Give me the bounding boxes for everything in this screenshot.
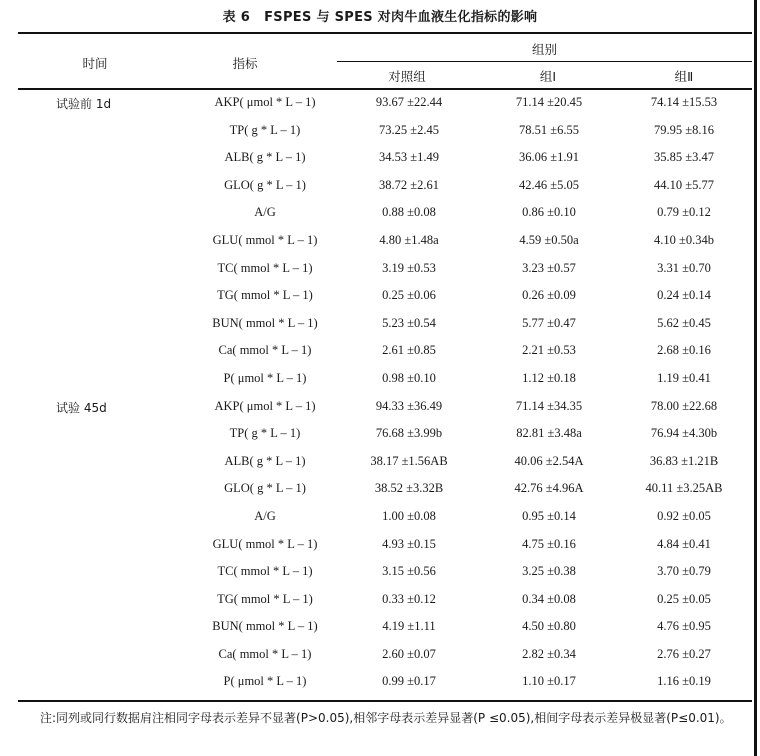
group-1-value-cell: 3.23 ±0.57 xyxy=(522,260,576,275)
header-group-2: 组Ⅱ xyxy=(674,69,694,84)
control-value-cell: 4.93 ±0.15 xyxy=(382,536,436,551)
control-value-cell: 1.00 ±0.08 xyxy=(382,508,436,523)
table-row xyxy=(18,558,752,586)
control-value-cell: 38.52 ±3.32B xyxy=(374,481,444,496)
group-2-value-cell: 1.19 ±0.41 xyxy=(657,370,711,385)
index-cell: GLU( mmol * L – 1) xyxy=(212,232,318,247)
group-2-value-cell: 0.92 ±0.05 xyxy=(657,508,711,523)
index-cell: A/G xyxy=(254,205,276,220)
index-cell: AKP( μmol * L – 1) xyxy=(214,398,316,413)
index-cell: BUN( mmol * L – 1) xyxy=(212,315,318,330)
header-time: 时间 xyxy=(82,56,108,71)
header-group: 组别 xyxy=(531,42,557,57)
index-cell: ALB( g * L – 1) xyxy=(224,453,306,468)
group-1-value-cell: 42.76 ±4.96A xyxy=(514,481,584,496)
table-row xyxy=(18,586,752,614)
group-2-value-cell: 2.76 ±0.27 xyxy=(657,646,711,661)
table-number: 表 6 xyxy=(222,10,251,25)
group-2-value-cell: 4.76 ±0.95 xyxy=(657,619,711,634)
control-value-cell: 2.60 ±0.07 xyxy=(382,646,436,661)
control-value-cell: 94.33 ±36.49 xyxy=(375,398,443,413)
control-value-cell: 38.72 ±2.61 xyxy=(379,177,439,192)
control-value-cell: 3.15 ±0.56 xyxy=(382,564,436,579)
group-2-value-cell: 2.68 ±0.16 xyxy=(657,343,711,358)
index-cell: BUN( mmol * L – 1) xyxy=(212,619,318,634)
table-row xyxy=(18,199,752,227)
index-cell: TP( g * L – 1) xyxy=(229,122,301,137)
table-row xyxy=(18,337,752,365)
table-row xyxy=(18,668,752,696)
table-row xyxy=(18,448,752,476)
group-2-value-cell: 35.85 ±3.47 xyxy=(654,150,714,165)
index-cell: TC( mmol * L – 1) xyxy=(217,260,313,275)
header-group-1: 组Ⅰ xyxy=(539,69,557,84)
table-row xyxy=(18,310,752,338)
time-cell: 试验 45d xyxy=(56,400,107,415)
index-cell: GLU( mmol * L – 1) xyxy=(212,536,318,551)
group-1-value-cell: 36.06 ±1.91 xyxy=(519,150,579,165)
table-row xyxy=(18,227,752,255)
table-row xyxy=(18,172,752,200)
table-row xyxy=(18,365,752,393)
group-1-value-cell: 4.59 ±0.50a xyxy=(519,232,579,247)
group-1-value-cell: 5.77 ±0.47 xyxy=(522,315,576,330)
group-2-value-cell: 76.94 ±4.30b xyxy=(650,426,718,441)
control-value-cell: 93.67 ±22.44 xyxy=(375,95,443,109)
group-1-value-cell: 0.34 ±0.08 xyxy=(522,591,576,606)
table-caption xyxy=(0,6,760,25)
group-1-value-cell: 3.25 ±0.38 xyxy=(522,564,576,579)
group-1-value-cell: 71.14 ±20.45 xyxy=(515,95,583,109)
table-row xyxy=(18,420,752,448)
group-2-value-cell: 40.11 ±3.25AB xyxy=(645,481,723,496)
control-value-cell: 0.33 ±0.12 xyxy=(382,591,436,606)
control-value-cell: 0.88 ±0.08 xyxy=(382,205,436,220)
control-value-cell: 2.61 ±0.85 xyxy=(382,343,436,358)
index-cell: TC( mmol * L – 1) xyxy=(217,564,313,579)
table-row xyxy=(18,89,752,117)
index-cell: P( μmol * L – 1) xyxy=(223,370,307,385)
control-value-cell: 0.98 ±0.10 xyxy=(382,370,436,385)
group-2-value-cell: 5.62 ±0.45 xyxy=(657,315,711,330)
group-1-value-cell: 1.12 ±0.18 xyxy=(522,370,576,385)
table-row xyxy=(18,531,752,559)
index-cell: GLO( g * L – 1) xyxy=(224,481,306,496)
table-row xyxy=(18,144,752,172)
control-value-cell: 3.19 ±0.53 xyxy=(382,260,436,275)
group-1-value-cell: 0.95 ±0.14 xyxy=(522,508,576,523)
group-1-value-cell: 4.75 ±0.16 xyxy=(522,536,576,551)
group-2-value-cell: 0.25 ±0.05 xyxy=(657,591,711,606)
table-body xyxy=(18,89,752,696)
group-2-value-cell: 4.84 ±0.41 xyxy=(657,536,711,551)
group-1-value-cell: 71.14 ±34.35 xyxy=(515,398,583,413)
table-row xyxy=(18,641,752,669)
control-value-cell: 76.68 ±3.99b xyxy=(375,426,443,441)
table-row xyxy=(18,393,752,421)
header-control-group: 对照组 xyxy=(388,69,426,84)
time-cell: 试验前 1d xyxy=(56,97,112,111)
index-cell: P( μmol * L – 1) xyxy=(223,674,307,689)
index-cell: TG( mmol * L – 1) xyxy=(217,288,313,303)
group-2-value-cell: 79.95 ±8.16 xyxy=(654,122,714,137)
group-2-value-cell: 4.10 ±0.34b xyxy=(654,232,714,247)
table-row xyxy=(18,117,752,145)
group-header-rule xyxy=(337,61,752,62)
group-1-value-cell: 0.26 ±0.09 xyxy=(522,288,576,303)
group-1-value-cell: 82.81 ±3.48a xyxy=(516,426,582,441)
control-value-cell: 34.53 ±1.49 xyxy=(379,150,439,165)
group-2-value-cell: 0.24 ±0.14 xyxy=(657,288,711,303)
table-row xyxy=(18,282,752,310)
control-value-cell: 0.99 ±0.17 xyxy=(382,674,436,689)
index-cell: Ca( mmol * L – 1) xyxy=(218,343,312,358)
index-cell: TG( mmol * L – 1) xyxy=(217,591,313,606)
group-1-value-cell: 78.51 ±6.55 xyxy=(519,122,579,137)
index-cell: AKP( μmol * L – 1) xyxy=(214,95,316,109)
group-1-value-cell: 1.10 ±0.17 xyxy=(522,674,576,689)
group-2-value-cell: 44.10 ±5.77 xyxy=(654,177,714,192)
control-value-cell: 0.25 ±0.06 xyxy=(382,288,436,303)
page-right-border xyxy=(754,0,757,756)
table-row xyxy=(18,503,752,531)
header-index: 指标 xyxy=(232,56,258,71)
control-value-cell: 38.17 ±1.56AB xyxy=(370,453,448,468)
group-2-value-cell: 3.31 ±0.70 xyxy=(657,260,711,275)
group-2-value-cell: 74.14 ±15.53 xyxy=(650,95,718,109)
index-cell: GLO( g * L – 1) xyxy=(224,177,306,192)
table-title: FSPES 与 SPES 对肉牛血液生化指标的影响 xyxy=(264,10,538,25)
group-1-value-cell: 4.50 ±0.80 xyxy=(522,619,576,634)
group-2-value-cell: 0.79 ±0.12 xyxy=(657,205,711,220)
index-cell: ALB( g * L – 1) xyxy=(224,150,306,165)
index-cell: A/G xyxy=(254,508,276,523)
group-1-value-cell: 2.21 ±0.53 xyxy=(522,343,576,358)
table-row xyxy=(18,475,752,503)
control-value-cell: 5.23 ±0.54 xyxy=(382,315,436,330)
group-2-value-cell: 3.70 ±0.79 xyxy=(657,564,711,579)
table-row xyxy=(18,613,752,641)
index-cell: Ca( mmol * L – 1) xyxy=(218,646,312,661)
bottom-rule xyxy=(18,700,752,702)
group-1-value-cell: 42.46 ±5.05 xyxy=(519,177,579,192)
control-value-cell: 73.25 ±2.45 xyxy=(379,122,439,137)
group-2-value-cell: 1.16 ±0.19 xyxy=(657,674,711,689)
group-1-value-cell: 40.06 ±2.54A xyxy=(514,453,584,468)
group-2-value-cell: 78.00 ±22.68 xyxy=(650,398,718,413)
group-2-value-cell: 36.83 ±1.21B xyxy=(649,453,719,468)
top-rule xyxy=(18,32,752,34)
group-1-value-cell: 0.86 ±0.10 xyxy=(522,205,576,220)
index-cell: TP( g * L – 1) xyxy=(229,426,301,441)
control-value-cell: 4.19 ±1.11 xyxy=(382,619,436,634)
group-1-value-cell: 2.82 ±0.34 xyxy=(522,646,576,661)
control-value-cell: 4.80 ±1.48a xyxy=(379,232,439,247)
table-note: 注:同列或同行数据肩注相同字母表示差异不显著(P>0.05),相邻字母表示差异显著(P ≤0.05),相间字母表示差异极显著(P≤0.01)。 xyxy=(40,711,732,725)
table-row xyxy=(18,255,752,283)
